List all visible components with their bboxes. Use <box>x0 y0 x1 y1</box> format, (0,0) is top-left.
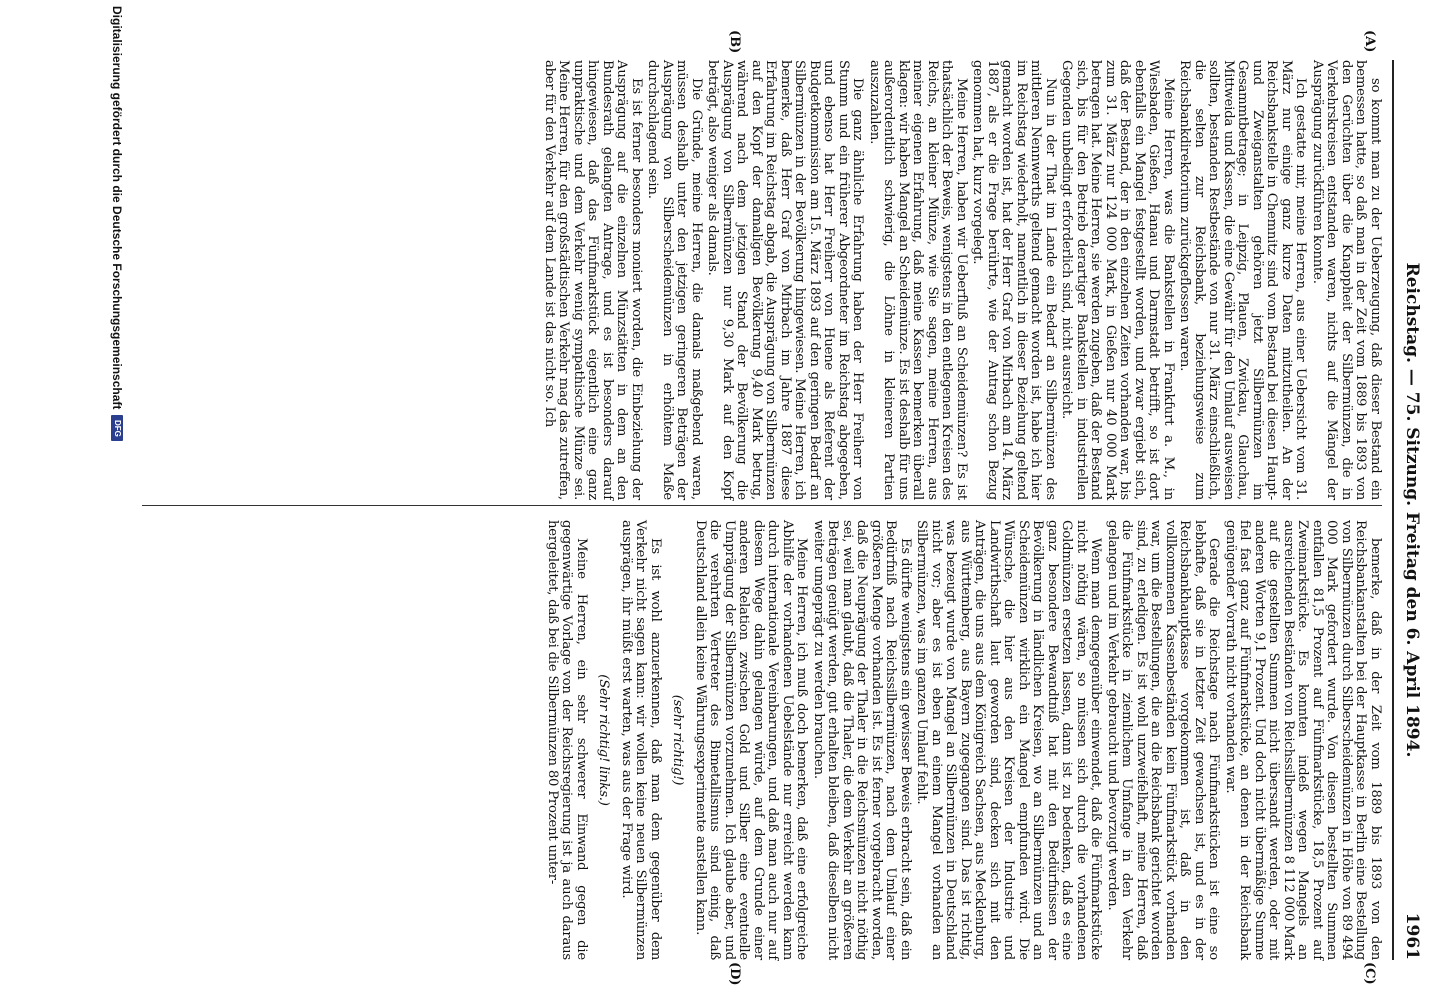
paragraph: Meine Herren, ich muß doch bemerken, daß eine erfolgreiche Abhilfe der vorhandenen Uebelstände nur erreicht werden kann durch internationale Vereinbarungen, und daß man auch nur auf diesem Wege dahin gelangen würde, auf dem Grunde einer anderen Relation zwischen Gold und Silber eine eventuelle Umprägung der Silbermünzen vorzunehmen. Ich glaube aber, und die verehrten Vertreter des Bimetallismus sind einig, daß Deutschland allein keine Währungsexperimente anstellen kann. <box>693 520 810 960</box>
paragraph: Die ganz ähnliche Erfahrung haben der Herr Freiherr von Stumm und ein früherer Abgeordneter im Reichstag abgegeben, und ebenso hat Herr Freiherr von Huene als Referent der Budgetkommission am 15. März 1893 auf den geringen Bedarf an Silbermünzen in der Bevölkerung hingewiesen. Meine Herren, ich bemerke, daß Herr Graf von Mirbach im Jahre 1887 diese Erfahrung im Reichstag abgab, die Ausprägung von Silbermünzen auf den Kopf der damaligen Bevölkerung 9,40 Mark betrug, während nach dem jetzigen Stand der Bevölkerung die Ausprägung von Silbermünzen nur 9,30 Mark auf den Kopf beträgt, also weniger als damals. <box>705 60 866 500</box>
interjection: (sehr richtig!) <box>670 694 686 786</box>
paragraph: Es ist ferner besonders moniert worden, die Einbeziehung der Ausprägung auf die einzelnen Münzstätten in dem an den Bundesrath gelangten Antrage, und es ist besonders darauf hingewiesen, daß das Fünfmarkstück eigentlich eine ganz unpraktische und dem Verkehr wenig sympathische Münze sei. Meine Herren, für den großstädtischen Verkehr mag das zutreffen, aber für den Verkehr auf dem Lande ist das nicht so. Ich <box>542 60 644 500</box>
right-column <box>543 520 1383 960</box>
margin-mark-c: (C) <box>1362 962 1377 985</box>
paragraph: Wenn man demgegenüber einwendet, daß die Fünfmarkstücke nicht nöthig wären, so müssen sich durch die vorhandenen Goldmünzen ersetzen lassen, dann ist zu bedenken, daß es eine ganz besondere Bewandtniß hat mit den Bedürfnissen der Bevölkerung in ländlichen Kreisen, wo an Silbermünzen und an Scheidemünzen wirklich ein Mangel empfunden wird. Die Wünsche, die hier aus den Kreisen der Industrie und Landwirthschaft laut geworden sind, decken sich mit den Anträgen, die uns aus dem Königreich Sachsen, aus Mecklenburg, aus Württemberg, aus Bayern zugegangen sind. Das ist richtig, was bezeugt wurde von Mangel an Silbermünzen in Deutschland nicht vor; aber es ist eben an einem Mangel vorhanden an Silbermünzen, was im ganzen Umlauf fehlt. <box>914 520 1104 960</box>
paragraph: Es dürfte wenigstens ein gewisser Beweis erbracht sein, daß ein Bedürfniß nach Reichssilbermünzen, nach dem Umlauf einer größeren Menge vorhanden ist. Es ist ferner vorgebracht worden, daß die Neuprägung der Thaler in die Reichsmünzen nicht nöthig sei, weil man glaubt, daß die Thaler, die dem Verkehr an größeren Beträgen genügt werden, gut erhalten bleiben, daß dieselben nicht weiter umgeprägt zu werden brauchen. <box>811 520 913 960</box>
header-rule <box>1392 60 1394 960</box>
paragraph: Meine Herren, was die Bankstellen in Frankfurt a. M., in Wiesbaden, Gießen, Hanau und Darmstadt betrifft, so ist dort ebenfalls ein Mangel festgestellt worden, und zwar ergiebt sich, daß der Bestand, der in den einzelnen Zeiten vorhanden war, bis zum 31. März nur 124 000 Mark, in Gießen nur 40 000 Mark betragen hat. Meine Herren, sie werden zugeben, daß der Bestand sich, bis für den Betrieb derartiger Bankstellen in industriellen Gegenden unbedingt erforderlich sind, nicht ausreicht. <box>1059 60 1176 500</box>
paragraph: Es ist wohl anzuerkennen, daß man dem gegenüber dem Verkehr nicht sagen kann: wir wollen keine neuen Silbermünzen ausprägen, ihr müßt erst warten, was aus der Frage wird. <box>619 520 663 960</box>
credit-text: Digitalisierung gefördert durch die Deutsche Forschungsgemeinschaft <box>110 6 124 410</box>
column-divider <box>142 505 1382 506</box>
document-page <box>102 0 1432 1000</box>
page-number: 1961 <box>1402 912 1422 960</box>
paragraph: bemerke, daß in der Zeit vom 1889 bis 1893 von den Reichsbankanstalten bei der Hauptkasse in Berlin eine Bestellung von Silbermünzen durch Silberscheidemünzen in Höhe von 89 494 000 Mark gefordert wurde. Von diesen bestellten Summen entfallen 81,5 Prozent auf Fünfmarkstücke, 18,5 Prozent auf Zweimarkstücke. Es konnten indeß wegen Mangels an ausreichenden Beständen von Reichssilbermünzen 8 112 000 Mark auf die gestellten Summen nicht übersandt werden, oder mit anderen Worten 9,1 Prozent. Und doch nicht übermäßige Summe fiel fast ganz auf Fünfmarkstücke, an denen in der Reichsbank genügender Vorrath nicht vorhanden war. <box>1223 520 1383 960</box>
paragraph: Gerade die Reichstage nach Fünfmarkstücken ist eine so lebhafte, daß sie in letzter Zeit gewachsen ist, und es in der Reichsbankhauptkasse vorgekommen ist, daß in den vollkommenen Kassenbeständen kein Fünfmarkstück vorhanden war, um die Bestellungen, die an die Reichsbank gerichtet worden sind, zu erledigen. Es ist wohl unzweifelhaft, meine Herren, daß die Fünfmarkstücke in ziemlichem Umfange in den Verkehr gelangen und im Verkehr gebraucht und bevorzugt werden. <box>1105 520 1222 960</box>
margin-mark-b: (B) <box>727 30 742 54</box>
dfg-logo-icon: DFG <box>111 415 123 441</box>
page-title: Reichstag. — 75. Sitzung. Freitag den 6. April 1894. <box>1402 262 1422 758</box>
paragraph: so kommt man zu der Ueberzeugung, daß dieser Bestand ein bemessen hatte, so daß man in der Zeit vom 1889 bis 1893 von den Gerüchten über die Knappheit der Silbermünzen, die in Verkehrskreisen entstanden waren, nichts auf die Mängel der Ausprägung zurückführen konnte. <box>1310 60 1383 500</box>
paragraph: Meine Herren, ein sehr schwerer Einwand gegen die gegenwärtige Vorlage von der Reichsregierung ist ja auch daraus hergeleitet, daß bei die Silbermünzen 80 Prozent unter- <box>545 520 589 960</box>
paragraph: Ich gestatte mir, meine Herren, aus einer Uebersicht vom 31. März nur einige ganz kurze Daten mitzutheilen. An der Reichsbankstelle in Chemnitz sind vom Bestand bei diesen Haupt- und Zweiganstalten gehören jetzt Silbermünzen im Gesammtbetrage; in Leipzig, Plauen, Zwickau, Glauchau, Mittweida und Kassen, die eine Gewähr für den Umlauf ausweisen sollten, bestanden Restbestände von nur 31. März einschließlich, die selten zur Reichsbank, beziehungsweise zum Reichsbankdirektorium zurückgeflossen waren. <box>1177 60 1309 500</box>
margin-mark-a: (A) <box>1362 30 1377 53</box>
interjection: (Sehr richtig! links.) <box>596 674 612 806</box>
page-header <box>1396 60 1422 960</box>
paragraph: Nun in der That im Lande ein Bedarf an Silbermünzen des mittleren Nennwerths geltend gemacht worden ist, habe ich hier im Reichstag wiederholt, namentlich in dieser Beziehung geltend gemacht worden ist, hat der Herr Graf von Mirbach am 14. März 1887, als er die Frage berührte, wie der Antrag schon Bezug genommen hat, kurz vorgelegt. <box>970 60 1058 500</box>
left-column <box>540 60 1383 500</box>
digitization-credit <box>102 0 132 1006</box>
paragraph: Meine Herren, haben wir Ueberfluß an Scheidemünzen? Es ist thatsächlich der Beweis, wenigstens in den entlegenen Kreisen des Reichs, an kleiner Münze, wie Sie sagen, meine Herren, aus meiner eigenen Erfahrung, daß meine Kassen bemerken überall klagen: wir haben Mangel an Scheidemünze. Es ist deshalb für uns außerordentlich schwierig, die Löhne in kleineren Partien auszuzahlen. <box>867 60 969 500</box>
paragraph: Die Gründe, meine Herren, die damals maßgebend waren, müssen deshalb unter den jetzigen geringeren Beträgen der Ausprägung von Silberscheidemünzen in erhöhtem Maße durchschlagend sein. <box>645 60 704 500</box>
margin-mark-d: (D) <box>727 962 742 986</box>
